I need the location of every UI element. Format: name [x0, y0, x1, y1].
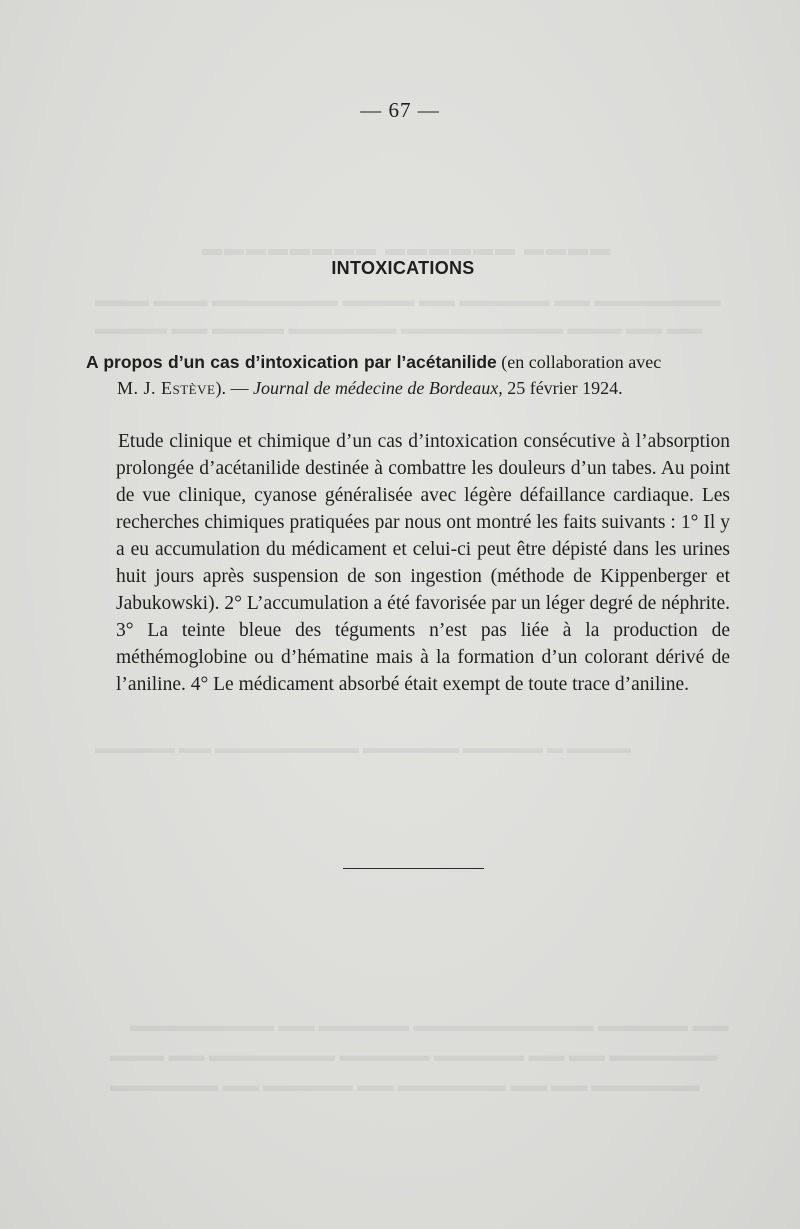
page-number: — 67 —: [360, 98, 440, 122]
reference-title: A propos d’un cas d’intoxication par l’acétanilide: [86, 352, 497, 372]
bleed-through-texture: ▬▬▬▬ ▬ ▬▬▬▬▬ ▬▬▬▬▬▬ ▬▬▬▬▬▬▬▬▬ ▬▬ ▬▬▬▬▬: [95, 740, 631, 757]
reference-date: 25 février 1924.: [507, 378, 623, 398]
bleed-through-texture: ▬▬▬▬▬▬ ▬▬ ▬▬ ▬▬▬▬▬▬ ▬▬ ▬▬▬▬▬ ▬▬ ▬▬▬▬▬▬: [110, 1075, 700, 1095]
section-title: INTOXICATIONS: [331, 258, 475, 278]
abstract-body: [116, 428, 730, 698]
bleed-through-texture: ▬▬▬▬▬▬ ▬▬ ▬▬ ▬▬▬▬▬ ▬▬▬▬▬ ▬▬▬▬▬▬▬ ▬▬ ▬▬▬: [110, 1045, 718, 1065]
reference-collaboration: (en collaboration avec: [501, 352, 662, 372]
bleed-through-texture: ▬▬ ▬▬▬▬▬ ▬▬▬▬▬▬▬▬▬▬ ▬▬▬▬▬ ▬▬ ▬▬▬▬▬▬▬▬: [130, 1015, 729, 1035]
abstract-paragraph: Etude clinique et chimique d’un cas d’intoxication consécutive à l’absorption prolongée d’acétanilide destinée à combattre les douleurs d’un tabes. Au point de vue clinique, cyanose généralisée avec légère défaillance cardiaque. Les recherches chimiques pratiquées par nous ont montré les faits suivants : 1° Il y a eu accumulation du médicament et celui-ci peut être dépisté dans les urines huit jours après suspension de son ingestion (méthode de Kippenberger et Jabukowski). 2° L’accumulation a été favorisée par un léger degré de néphrite. 3° La teinte bleue des téguments n’est pas liée à la production de méthémoglobine ou d’hématine mais à la formation d’un colorant dérivé de l’aniline. 4° Le médicament absorbé était exempt de toute trace d’aniline.: [116, 431, 730, 695]
reference-coauthor: M. J. Estève: [117, 378, 216, 398]
bleed-through-texture: ▬▬ ▬▬ ▬▬▬ ▬▬▬▬▬▬▬▬▬ ▬▬▬▬▬▬ ▬▬▬▬ ▬▬ ▬▬▬▬: [95, 318, 703, 338]
reference-dash: ). —: [215, 378, 249, 398]
reference-second-line: [86, 375, 732, 401]
bibliographic-reference: [86, 349, 732, 401]
bleed-through-texture: ▬▬▬▬▬▬▬ ▬▬ ▬▬▬▬▬ ▬▬ ▬▬▬▬ ▬▬▬▬▬▬▬ ▬▬▬ ▬▬▬: [95, 290, 721, 310]
bleed-through-texture: ▬▬▬▬ ▬▬▬▬▬▬ ▬▬▬▬▬▬▬▬: [200, 238, 610, 260]
closing-rule: [343, 868, 484, 869]
reference-journal: Journal de médecine de Bordeaux,: [252, 378, 503, 398]
